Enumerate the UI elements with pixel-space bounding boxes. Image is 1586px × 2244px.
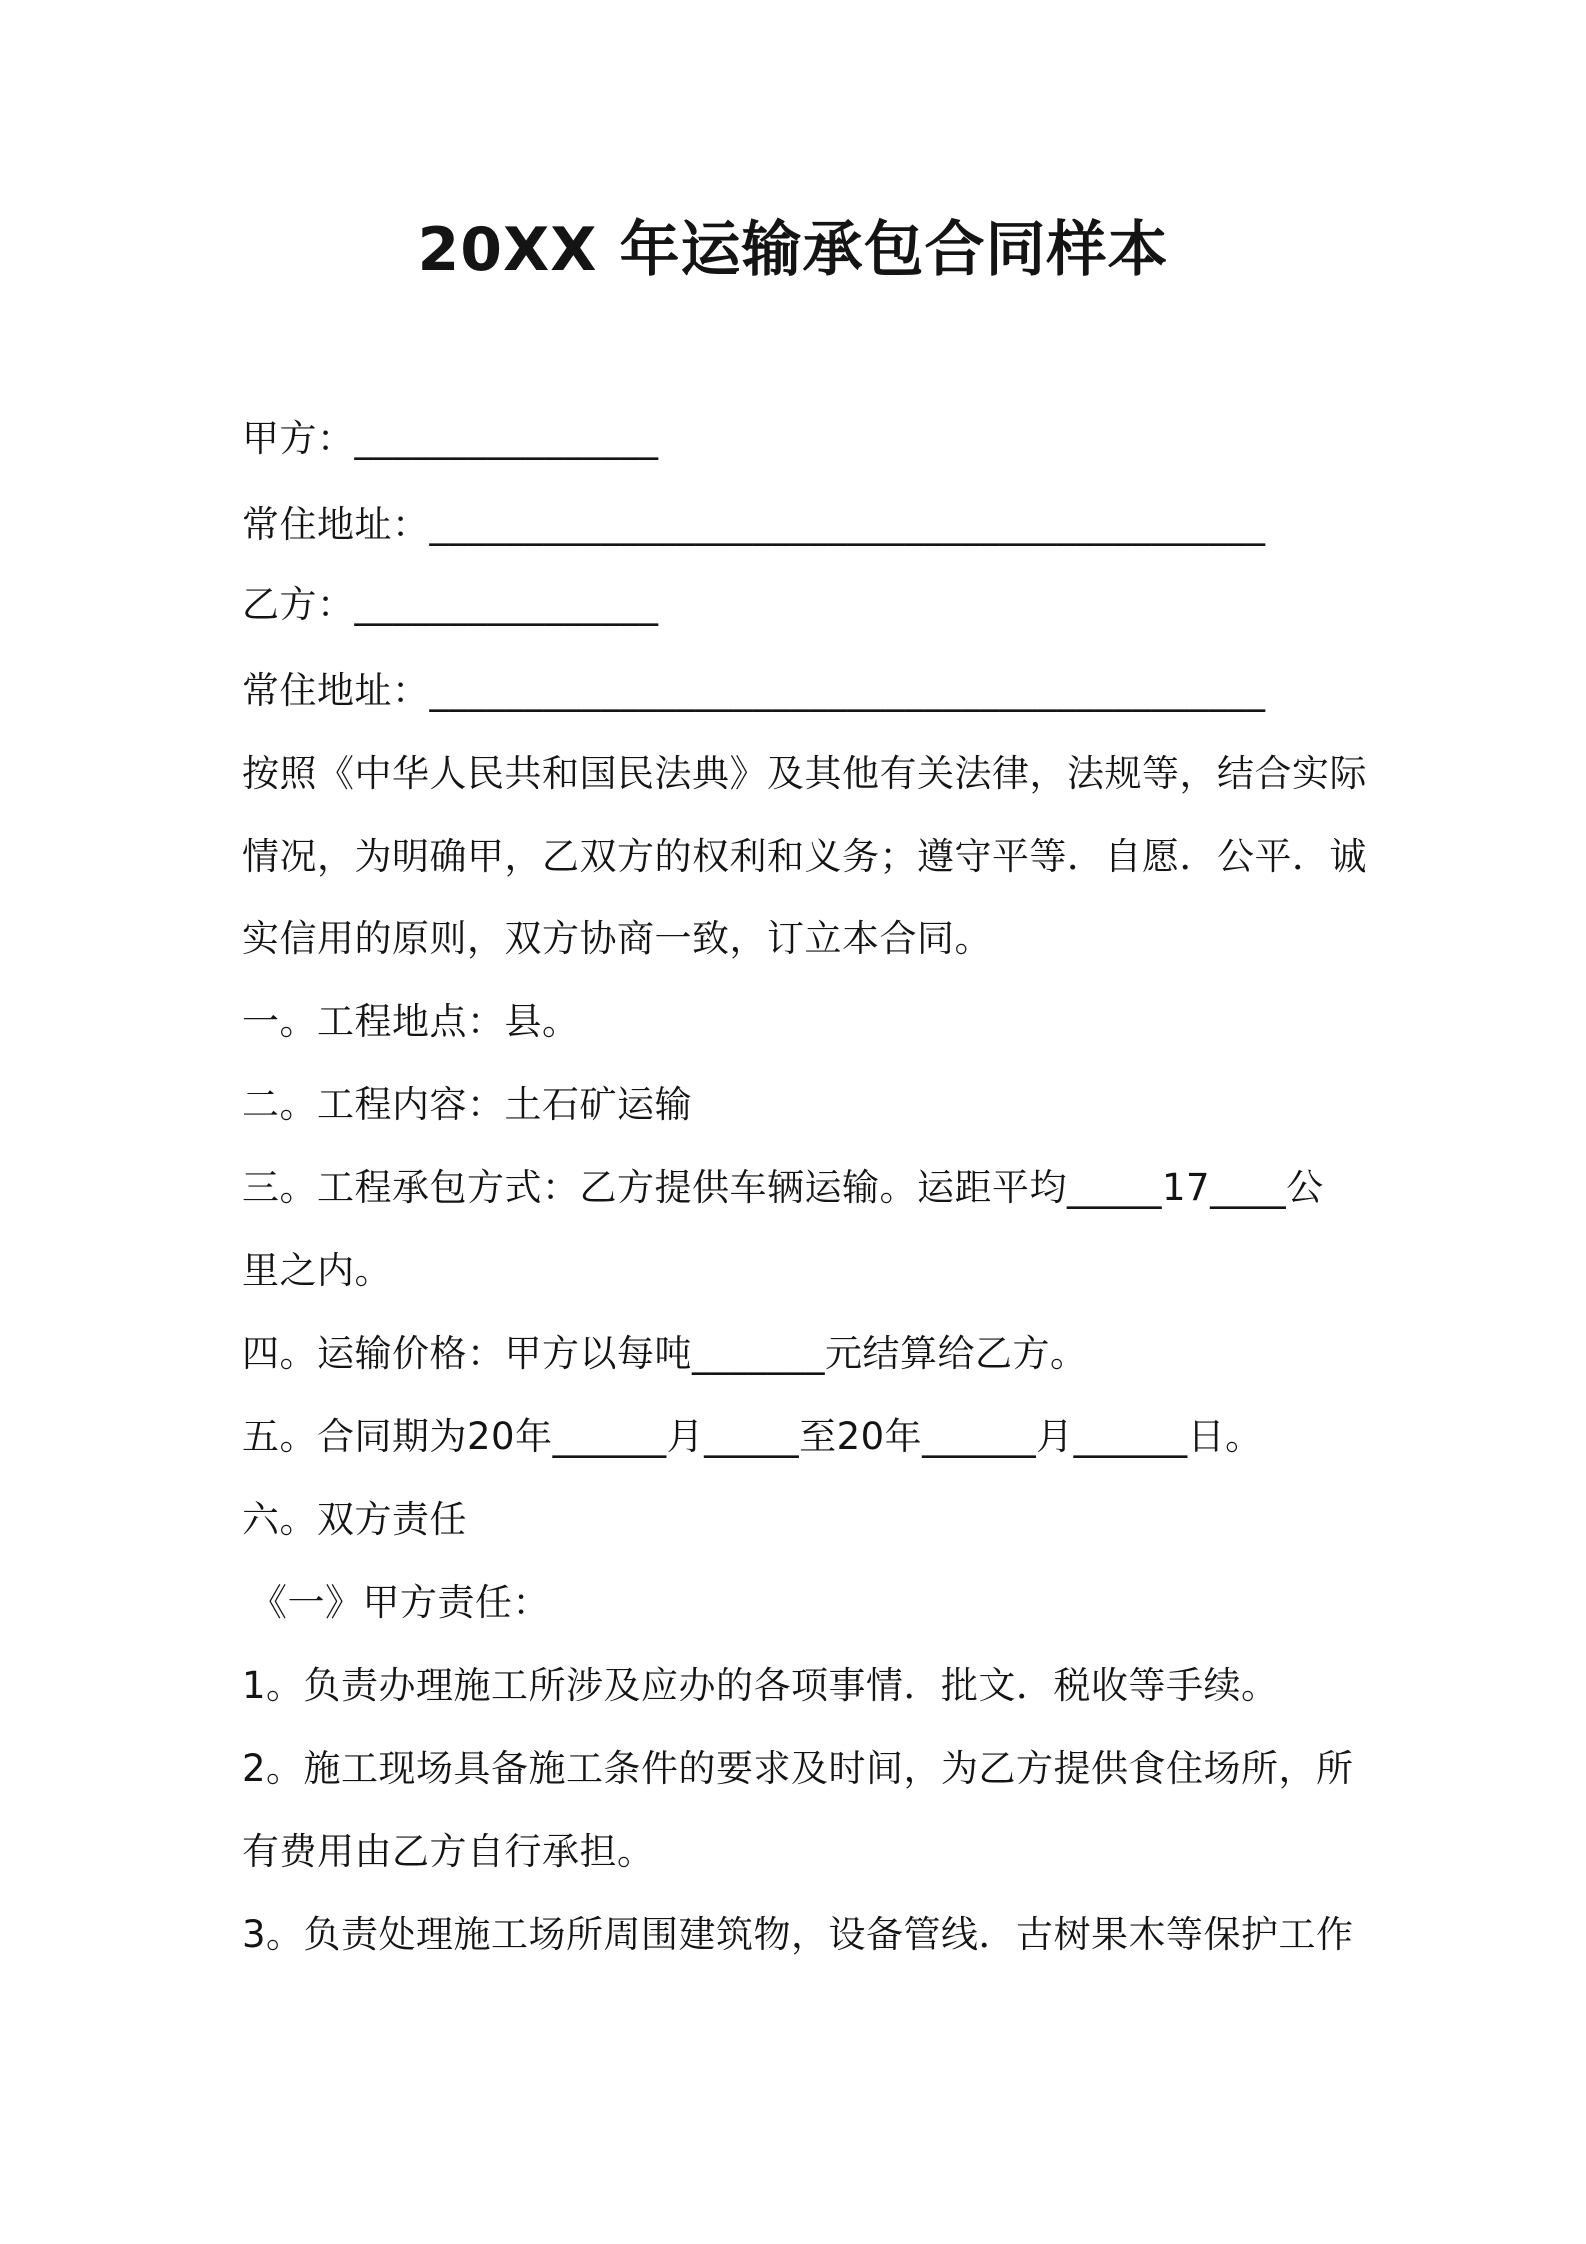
- clause-3-method-line-1: 三。工程承包方式：乙方提供车辆运输。运距平均_____17____公: [242, 1166, 1324, 1209]
- clause-5-period: 五。合同期为20年______月_____至20年______月______日。: [242, 1415, 1263, 1458]
- responsibility-item-2-line-1: 2。施工现场具备施工条件的要求及时间，为乙方提供食住场所，所: [242, 1747, 1354, 1790]
- document-title: 20XX 年运输承包合同样本: [417, 215, 1169, 285]
- clause-3-method-line-2: 里之内。: [242, 1249, 392, 1292]
- party-a-address-line: 常住地址：____________________________________________: [242, 503, 1266, 546]
- clause-2-content: 二。工程内容：土石矿运输: [242, 1083, 692, 1126]
- responsibility-item-3: 3。负责处理施工场所周围建筑物，设备管线．古树果木等保护工作: [242, 1913, 1354, 1956]
- party-a-line: 甲方：________________: [242, 417, 659, 460]
- party-b-address-line: 常住地址：____________________________________________: [242, 669, 1266, 712]
- preamble-line-2: 情况，为明确甲，乙双方的权利和义务；遵守平等．自愿．公平．诚: [242, 835, 1367, 878]
- responsibility-item-2-line-2: 有费用由乙方自行承担。: [242, 1830, 655, 1873]
- clause-1-location: 一。工程地点：县。: [242, 1000, 580, 1043]
- party-a-responsibilities-heading: 《一》甲方责任：: [250, 1581, 550, 1624]
- clause-4-price: 四。运输价格：甲方以每吨_______元结算给乙方。: [242, 1332, 1088, 1375]
- responsibility-item-1: 1。负责办理施工所涉及应办的各项事情．批文．税收等手续。: [242, 1664, 1279, 1707]
- preamble-line-3: 实信用的原则，双方协商一致，订立本合同。: [242, 917, 992, 960]
- clause-6-responsibilities: 六。双方责任: [242, 1498, 467, 1541]
- preamble-line-1: 按照《中华人民共和国民法典》及其他有关法律，法规等，结合实际: [242, 752, 1367, 795]
- party-b-line: 乙方：________________: [242, 583, 659, 626]
